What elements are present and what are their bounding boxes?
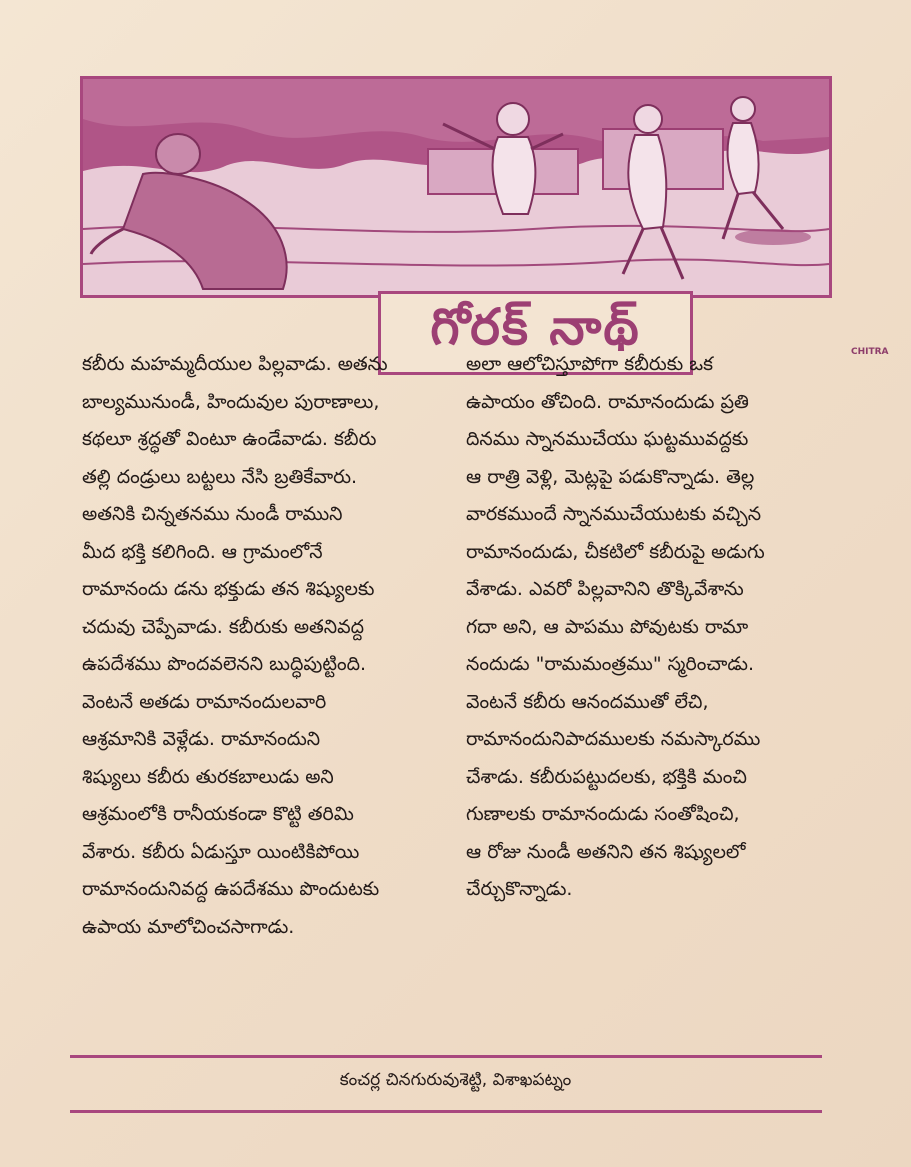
text-line: ఆ రోజు నుండీ అతనిని తన శిష్యులలో	[466, 840, 746, 863]
text-line: ఆశ్రమానికి వెళ్లేడు. రామానందుని	[82, 728, 321, 750]
text-line: కథలూ శ్రద్ధతో వింటూ ఉండేవాడు. కబీరు	[82, 428, 377, 450]
text-line: చేర్చుకొన్నాడు.	[466, 878, 573, 900]
artist-signature: CHITRA	[851, 347, 889, 357]
text-line: చదువు చెప్పేవాడు. కబీరుకు అతనివద్ద	[82, 615, 365, 638]
text-line: వెంటనే అతడు రామానందులవారి	[82, 690, 327, 713]
text-line: రామానందునివద్ద ఉపదేశము పొందుటకు	[82, 878, 380, 900]
text-line: గదా అని, ఆ పాపము పోవుటకు రామా	[466, 615, 749, 638]
text-line: రామానందుడు, చీకటిలో కబీరుపై అడుగు	[466, 540, 765, 563]
text-line: ఉపదేశము పొందవలెనని బుద్ధిపుట్టింది.	[82, 653, 367, 675]
text-line: కబీరు మహమ్మదీయుల పిల్లవాడు. అతను	[82, 353, 388, 375]
text-column-right	[466, 346, 826, 909]
text-line: దినము స్నానముచేయు ఘట్టమువద్దకు	[466, 428, 749, 450]
text-line: వారకముందే స్నానముచేయుటకు వచ్చిన	[466, 503, 762, 525]
text-line: తల్లి దండ్రులు బట్టలు నేసి బ్రతికేవారు.	[82, 465, 358, 488]
footer-divider-top	[70, 1055, 822, 1058]
header-illustration	[80, 76, 889, 357]
text-line: వెంటనే కబీరు ఆనందముతో లేచి,	[466, 690, 709, 713]
text-line: ఉపాయ మాలోచించసాగాడు.	[82, 915, 295, 938]
text-line: ఆ రాత్రి వెళ్లి, మెట్లపై పడుకొన్నాడు. తెల్ల	[466, 465, 755, 488]
text-line: చేశాడు. కబీరుపట్టుదలకు, భక్తికి మంచి	[466, 765, 747, 788]
text-line: వేశాడు. ఎవరో పిల్లవానిని తొక్కివేశాను	[466, 578, 744, 600]
text-line: అలా ఆలోచిస్తూపోగా కబీరుకు ఒక	[466, 353, 714, 375]
text-column-left	[82, 346, 442, 946]
text-line: అతనికి చిన్నతనము నుండీ రాముని	[82, 503, 343, 525]
text-line: బాల్యమునుండీ, హిందువుల పురాణాలు,	[82, 390, 380, 413]
text-line: గుణాలకు రామానందుడు సంతోషించి,	[466, 803, 740, 825]
text-line: శిష్యులు కబీరు తురకబాలుడు అని	[82, 765, 334, 788]
author-credit: కంచర్ల చినగురువుశెట్టి, విశాఖపట్నం	[339, 1070, 572, 1090]
text-line: మీద భక్తి కలిగింది. ఆ గ్రామంలోనే	[82, 540, 323, 563]
text-line: నందుడు "రామమంత్రము" స్మరించాడు.	[466, 653, 754, 675]
text-line: రామానందునిపాదములకు నమస్కారము	[466, 728, 761, 750]
banner-illustration	[83, 79, 829, 295]
text-line: వేశారు. కబీరు ఏడుస్తూ యింటికిపోయి	[82, 840, 360, 863]
text-line: ఉపాయం తోచింది. రామానందుడు ప్రతి	[466, 390, 749, 413]
page-title: గోరక్ నాథ్	[430, 297, 641, 356]
text-line: ఆశ్రమంలోకి రానీయకండా కొట్టి తరిమి	[82, 803, 354, 825]
text-line: రామానందు డను భక్తుడు తన శిష్యులకు	[82, 578, 375, 600]
footer-divider-bottom	[70, 1110, 822, 1113]
